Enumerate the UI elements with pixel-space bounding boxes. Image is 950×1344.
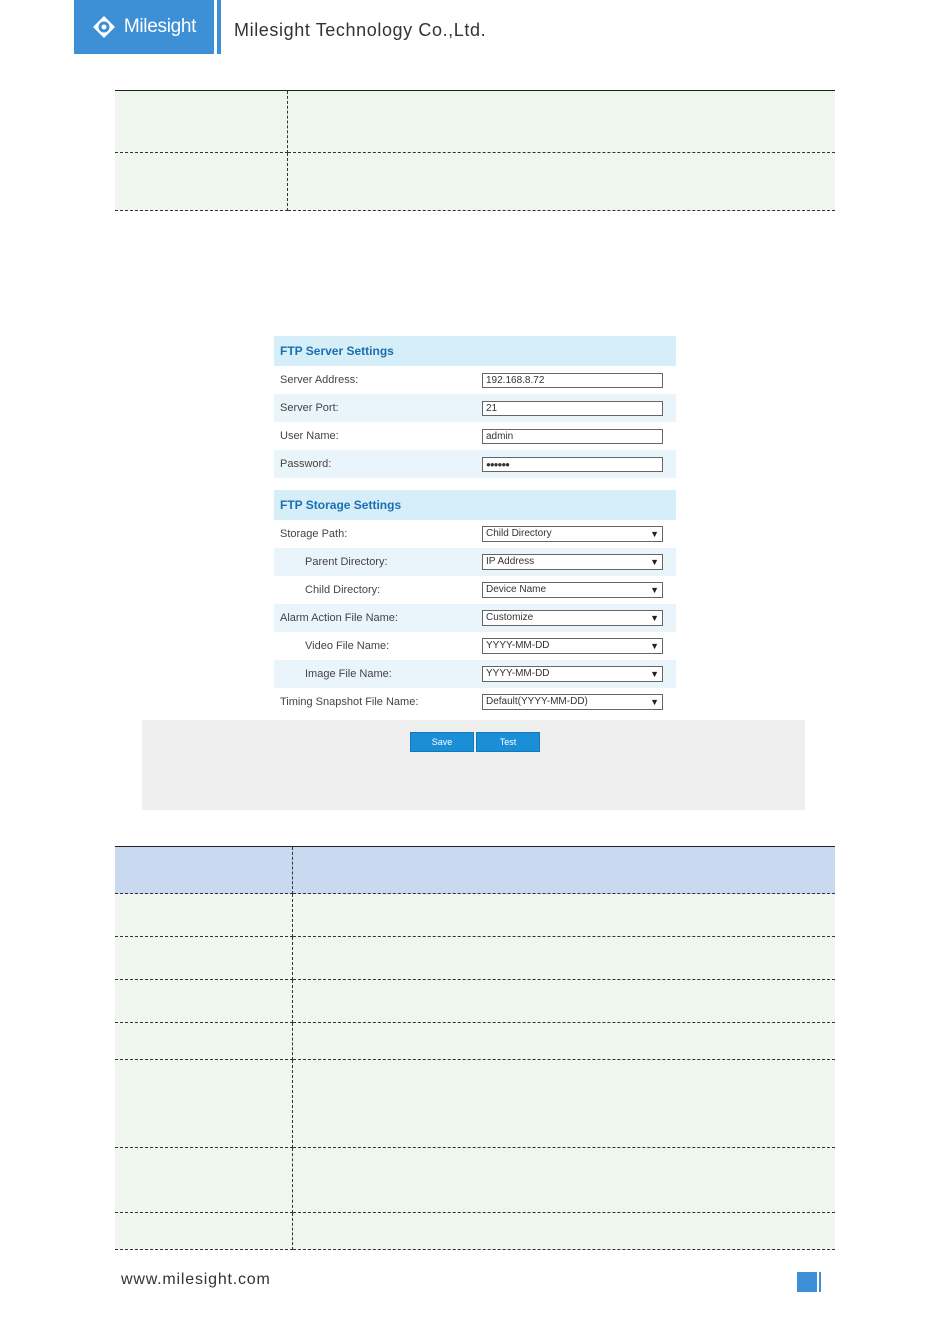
password-label: Password: [280,458,332,470]
chevron-down-icon: ▼ [650,585,659,595]
child-directory-select[interactable] [482,582,663,598]
video-file-name-value: YYYY-MM-DD [486,640,550,651]
chevron-down-icon: ▼ [650,641,659,651]
chevron-down-icon: ▼ [650,529,659,539]
table-row [115,894,835,937]
video-file-name-select[interactable] [482,638,663,654]
password-row [274,450,676,478]
top-parameter-table [115,90,835,211]
chevron-down-icon: ▼ [650,557,659,567]
ftp-storage-settings-heading: FTP Storage Settings [274,490,676,520]
password-input[interactable]: ●●●●●● [482,457,663,472]
image-file-name-row [274,660,676,688]
page-marker [797,1272,817,1292]
timing-snapshot-file-name-row [274,688,676,716]
chevron-down-icon: ▼ [650,669,659,679]
company-name: Milesight Technology Co.,Ltd. [234,20,487,40]
timing-snapshot-file-name-label: Timing Snapshot File Name: [280,696,419,708]
storage-path-select[interactable] [482,526,663,542]
ftp-settings-panel [274,336,676,716]
alarm-action-file-name-select[interactable] [482,610,663,626]
server-address-label: Server Address: [280,374,359,386]
image-file-name-select[interactable] [482,666,663,682]
user-name-label: User Name: [280,430,339,442]
storage-path-row [274,520,676,548]
button-bar [142,720,805,810]
milesight-logo-icon [92,15,116,39]
ftp-server-settings-heading: FTP Server Settings [274,336,676,366]
parent-directory-value: IP Address [486,556,535,567]
alarm-action-file-name-row [274,604,676,632]
table-row [115,980,835,1023]
parent-directory-select[interactable] [482,554,663,570]
bottom-parameter-table [115,846,835,1250]
page-marker-bar [819,1272,821,1292]
child-directory-value: Device Name [486,584,547,595]
brand-logo [74,0,214,54]
table-row [115,1023,835,1060]
test-button[interactable]: Test [476,732,540,752]
server-port-row [274,394,676,422]
child-directory-row [274,576,676,604]
save-button[interactable]: Save [410,732,474,752]
image-file-name-label: Image File Name: [305,668,392,680]
parent-directory-row [274,548,676,576]
storage-path-value: Child Directory [486,528,552,539]
server-port-input[interactable]: 21 [482,401,663,416]
user-name-input[interactable]: admin [482,429,663,444]
parent-directory-label: Parent Directory: [305,556,388,568]
chevron-down-icon: ▼ [650,613,659,623]
server-address-input[interactable]: 192.168.8.72 [482,373,663,388]
table-row [115,1213,835,1250]
table-header-row [115,847,835,894]
alarm-action-file-name-label: Alarm Action File Name: [280,612,398,624]
table-row [115,91,835,153]
table-row [115,1148,835,1213]
video-file-name-row [274,632,676,660]
table-row [115,937,835,980]
timing-snapshot-file-name-select[interactable] [482,694,663,710]
table-row [115,1060,835,1148]
child-directory-label: Child Directory: [305,584,381,596]
video-file-name-label: Video File Name: [305,640,390,652]
chevron-down-icon: ▼ [650,697,659,707]
server-port-label: Server Port: [280,402,339,414]
image-file-name-value: YYYY-MM-DD [486,668,550,679]
timing-snapshot-file-name-value: Default(YYYY-MM-DD) [486,696,588,707]
alarm-action-file-name-value: Customize [486,612,534,623]
server-address-row [274,366,676,394]
logo-text: Milesight [123,16,197,37]
user-name-row [274,422,676,450]
logo-divider [217,0,221,54]
table-row [115,153,835,211]
footer-url: www.milesight.com [121,1271,271,1288]
storage-path-label: Storage Path: [280,528,348,540]
